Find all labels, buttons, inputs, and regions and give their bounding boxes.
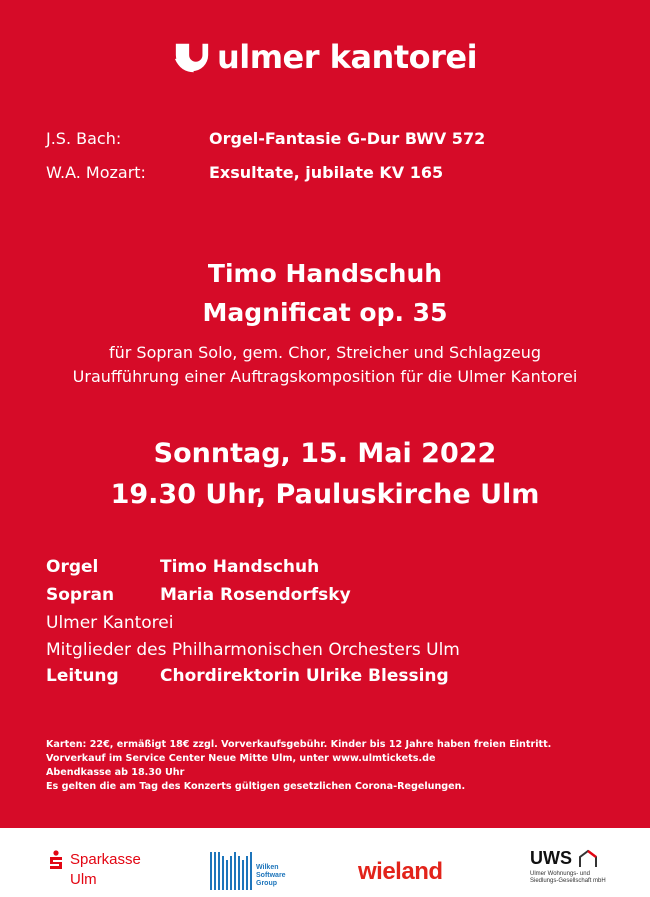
ticket-info-line: Es gelten die am Tag des Konzerts gültigen gesetzlichen Corona-Regelungen.: [46, 781, 466, 792]
program-item: [46, 129, 485, 148]
ticket-info-line: Abendkasse ab 18.30 Uhr: [46, 767, 185, 778]
sponsor-uws: [530, 848, 606, 885]
event-time-place: 19.30 Uhr, Pauluskirche Ulm: [110, 479, 540, 510]
uws-name: UWS: [530, 848, 572, 868]
cast-role: Leitung: [46, 666, 119, 686]
sparkasse-city: Ulm: [70, 871, 97, 888]
ulmer-kantorei-logo-icon: [173, 38, 211, 76]
cast-name: Chordirektorin Ulrike Blessing: [160, 666, 449, 686]
cast-row-soprano: [46, 585, 351, 605]
program-work: Orgel-Fantasie G-Dur BWV 572: [209, 129, 486, 148]
cast-choir: Ulmer Kantorei: [46, 613, 174, 633]
brand-header: [0, 38, 650, 76]
cast-row-lead: [46, 666, 449, 686]
ticket-info-line: Karten: 22€, ermäßigt 18€ zzgl. Vorverkaufsgebühr. Kinder bis 12 Jahre haben freien Eintritt.: [46, 739, 552, 750]
brand-name: ulmer kantorei: [216, 38, 478, 76]
feature-subtitle: Uraufführung einer Auftragskomposition für die Ulmer Kantorei: [72, 367, 578, 386]
sponsor-sparkasse: [48, 850, 141, 890]
wilken-name: Software: [256, 872, 286, 879]
sponsor-bar: [0, 828, 650, 897]
cast-role: Sopran: [46, 585, 115, 605]
ticket-info: [46, 738, 551, 794]
uws-subtitle: Siedlungs-Gesellschaft mbH: [530, 878, 606, 884]
wilken-name: Wilken: [256, 864, 279, 871]
wilken-name: Group: [256, 880, 277, 887]
cast-name: Maria Rosendorfsky: [160, 585, 351, 605]
wilken-logo-icon: [210, 850, 254, 892]
feature-subtitle: für Sopran Solo, gem. Chor, Streicher und Schlagzeug: [108, 343, 542, 362]
sponsor-wieland: wieland: [358, 858, 443, 885]
uws-roof-icon: [578, 849, 598, 869]
cast-orchestra: Mitglieder des Philharmonischen Orchesters Ulm: [46, 640, 460, 660]
program-composer: W.A. Mozart:: [46, 163, 146, 182]
event-date: Sonntag, 15. Mai 2022: [153, 438, 497, 469]
feature-composer: Timo Handschuh: [207, 259, 443, 288]
sponsor-wilken: [210, 850, 286, 892]
cast-role: Orgel: [46, 557, 99, 577]
program-item: [46, 163, 443, 182]
cast-name: Timo Handschuh: [160, 557, 320, 577]
program-work: Exsultate, jubilate KV 165: [209, 163, 444, 182]
feature-work: Magnificat op. 35: [202, 298, 448, 327]
program-composer: J.S. Bach:: [46, 129, 122, 148]
uws-subtitle: Ulmer Wohnungs- und: [530, 871, 590, 877]
cast-row-organ: [46, 557, 319, 577]
sparkasse-logo-icon: [48, 850, 64, 872]
sparkasse-name: Sparkasse: [70, 851, 141, 868]
ticket-info-line: Vorverkauf im Service Center Neue Mitte Ulm, unter www.ulmtickets.de: [46, 753, 436, 764]
